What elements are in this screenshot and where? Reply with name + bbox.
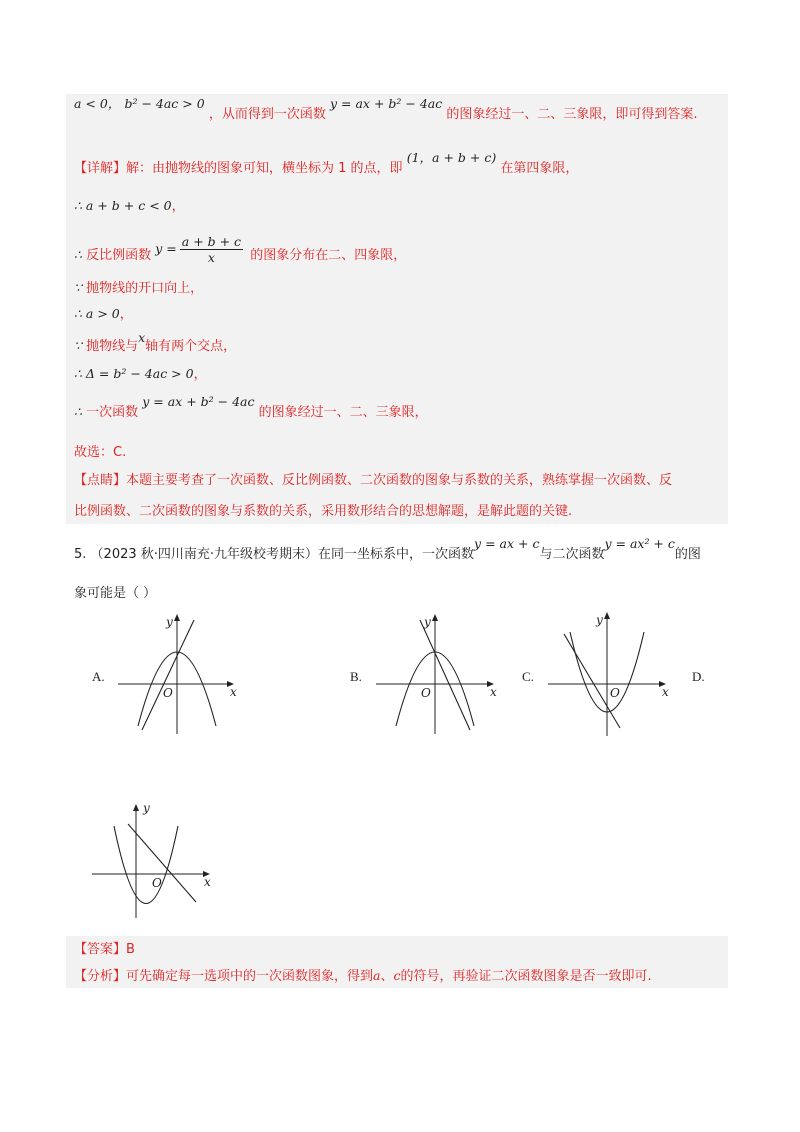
answer-tag: 【答案】 bbox=[74, 942, 127, 957]
x-label: x bbox=[204, 875, 211, 889]
math-delta: ∴ Δ = b² − 4ac > 0 bbox=[74, 366, 194, 381]
text: 在第四象限， bbox=[500, 161, 579, 176]
math-linear: y = ax + c bbox=[474, 536, 540, 551]
x-label: x bbox=[490, 685, 497, 699]
because-symbol: ∵ bbox=[74, 280, 82, 295]
text: 可先确定每一选项中的一次函数图象，得到 bbox=[126, 969, 374, 984]
question-5-line-1 bbox=[74, 536, 701, 565]
text: 抛物线的开口向上， bbox=[86, 281, 204, 296]
y-axis-arrow bbox=[174, 614, 180, 621]
text: 在同一坐标系中，一次函数 bbox=[318, 547, 475, 562]
text: 、 bbox=[380, 969, 394, 984]
y-label: y bbox=[424, 615, 431, 629]
text: 一次函数 bbox=[86, 405, 139, 420]
graph-option-c bbox=[540, 604, 680, 739]
origin-label: O bbox=[163, 686, 173, 700]
linear-line bbox=[564, 634, 620, 728]
graph-option-a bbox=[110, 606, 250, 736]
choice-line: 故选：C. bbox=[74, 445, 127, 460]
analysis-line bbox=[74, 966, 652, 987]
answer-line bbox=[74, 940, 135, 960]
step-1 bbox=[74, 196, 185, 217]
origin-label: O bbox=[610, 686, 620, 700]
comment-line-2: 比例函数、二次函数的图象与系数的关系，采用数形结合的思想解题，是解此题的关键. bbox=[74, 504, 573, 519]
option-a-label: A. bbox=[92, 669, 105, 684]
text: 的图 bbox=[674, 547, 701, 562]
comment-tag: 【点睛】 bbox=[74, 473, 127, 488]
linear-line bbox=[420, 620, 470, 730]
step-5 bbox=[74, 330, 237, 357]
parabola bbox=[114, 826, 178, 904]
option-b-label: B. bbox=[350, 669, 362, 684]
comment-line-1 bbox=[74, 471, 672, 491]
graph-option-b bbox=[368, 606, 508, 736]
math-a: a bbox=[373, 968, 381, 983]
question-5-line-2: 象可能是（ ） bbox=[74, 586, 157, 601]
text: ， bbox=[171, 199, 185, 214]
math-sum-negative: ∴ a + b + c < 0 bbox=[74, 198, 172, 213]
text: ，从而得到一次函数 bbox=[208, 107, 326, 122]
fraction-denominator: x bbox=[207, 250, 215, 265]
text: 抛物线与 bbox=[86, 339, 139, 354]
option-d-label: D. bbox=[692, 669, 705, 684]
x-label: x bbox=[662, 685, 669, 699]
step-4 bbox=[74, 304, 133, 325]
graph-option-d bbox=[88, 796, 228, 921]
linear-line bbox=[128, 824, 196, 902]
y-axis-arrow bbox=[432, 614, 438, 621]
text: 的图象经过一、二、三象限，即可得到答案. bbox=[446, 107, 698, 122]
y-label: y bbox=[143, 801, 150, 815]
therefore-symbol: ∴ bbox=[74, 247, 82, 262]
y-label: y bbox=[166, 615, 173, 629]
x-label: x bbox=[230, 685, 237, 699]
question-source: （2023 秋·四川南充·九年级校考期末） bbox=[90, 547, 319, 562]
linear-line bbox=[142, 620, 194, 730]
fraction bbox=[180, 234, 243, 265]
option-c-label: C. bbox=[522, 669, 534, 684]
math-quadratic: y = ax² + c bbox=[604, 536, 675, 551]
math-c: c bbox=[393, 968, 401, 983]
solution-line-1 bbox=[74, 96, 698, 125]
text: 的图象分布在二、四象限， bbox=[250, 248, 407, 263]
text: 轴有两个交点， bbox=[145, 339, 237, 354]
question-number: 5. bbox=[74, 547, 87, 562]
text: 反比例函数 bbox=[86, 248, 152, 263]
fraction-numerator: a + b + c bbox=[181, 234, 242, 249]
math-a-negative: a < 0， bbox=[74, 96, 121, 111]
detail-line bbox=[74, 150, 579, 179]
origin-label: O bbox=[421, 686, 431, 700]
text: ， bbox=[193, 367, 207, 382]
answer-value: B bbox=[126, 942, 135, 957]
y-label: y bbox=[596, 613, 603, 627]
because-symbol: ∵ bbox=[74, 338, 82, 353]
text: 解：由抛物线的图象可知，横坐标为 1 的点，即 bbox=[126, 161, 403, 176]
y-axis-arrow bbox=[604, 612, 610, 619]
y-axis-arrow bbox=[133, 804, 139, 811]
analysis-tag: 【分析】 bbox=[74, 969, 127, 984]
math-x: x bbox=[138, 330, 146, 345]
math-linear-function: y = ax + b² − 4ac bbox=[329, 96, 443, 111]
text: 的符号，再验证二次函数图象是否一致即可. bbox=[400, 969, 652, 984]
detail-tag: 【详解】 bbox=[74, 161, 127, 176]
math-lhs: y = bbox=[155, 241, 177, 256]
math-linear-function: y = ax + b² − 4ac bbox=[142, 394, 255, 409]
math-point: (1，a + b + c) bbox=[406, 150, 497, 165]
text: 本题主要考查了一次函数、反比例函数、二次函数的图象与系数的关系，熟练掌握一次函数、反 bbox=[126, 473, 673, 488]
text: 与二次函数 bbox=[539, 547, 605, 562]
therefore-symbol: ∴ bbox=[74, 404, 82, 419]
text: 的图象经过一、二、三象限， bbox=[258, 405, 428, 420]
origin-label: O bbox=[152, 876, 162, 890]
math-a-positive: ∴ a > 0 bbox=[74, 306, 120, 321]
step-3 bbox=[74, 278, 203, 299]
step-7 bbox=[74, 394, 428, 423]
math-discriminant: b² − 4ac > 0 bbox=[124, 96, 205, 111]
step-2 bbox=[74, 234, 407, 271]
text: ， bbox=[119, 307, 133, 322]
step-6 bbox=[74, 364, 207, 385]
